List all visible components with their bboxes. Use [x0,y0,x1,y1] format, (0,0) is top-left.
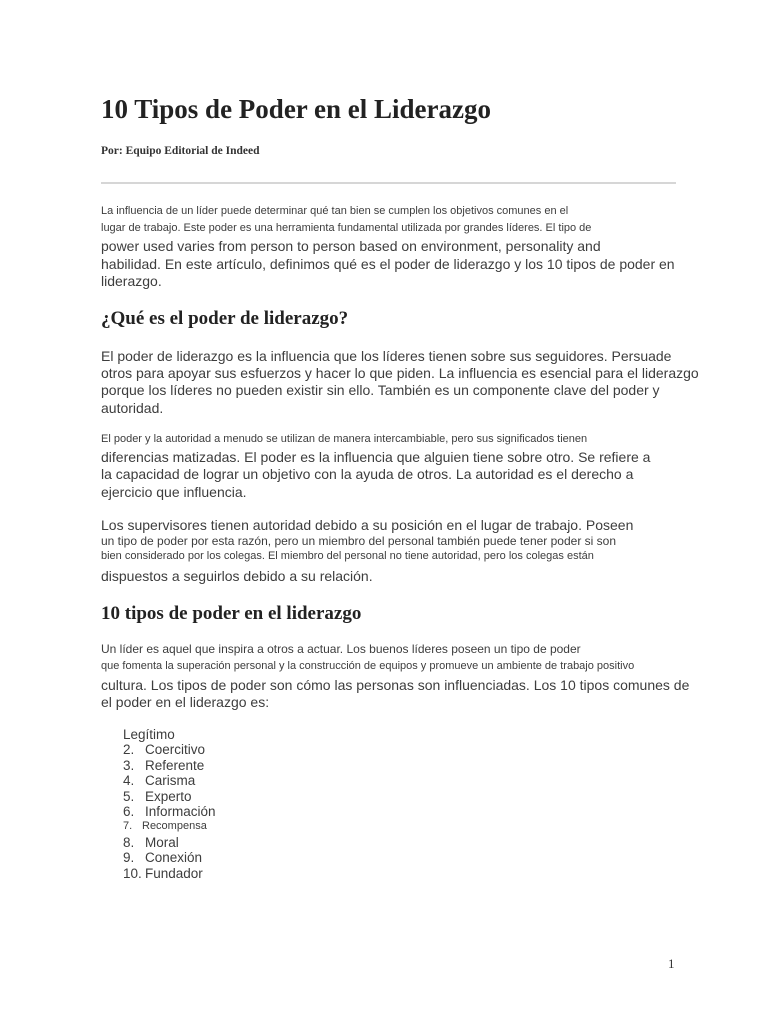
list-item: Legítimo [123,727,175,742]
list-item: 5. Experto [123,789,192,804]
byline: Por: Equipo Editorial de Indeed [101,145,260,157]
text-line: porque los líderes no pueden existir sin ello. También es un componente clave del poder y [101,382,660,398]
section-heading: ¿Qué es el poder de liderazgo? [101,308,349,329]
text-line: Un líder es aquel que inspira a otros a actuar. Los buenos líderes poseen un tipo de poder [101,642,581,656]
text-line: la capacidad de lograr un objetivo con la ayuda de otros. La autoridad es el derecho a [101,466,634,482]
divider [101,182,676,184]
list-item: 10. Fundador [123,866,203,881]
list-item: 3. Referente [123,758,205,773]
text-line: bien considerado por los colegas. El miembro del personal no tiene autoridad, pero los colegas están [101,550,594,562]
page-number: 1 [668,956,675,971]
text-line: diferencias matizadas. El poder es la influencia que alguien tiene sobre otro. Se refiere a [101,449,651,465]
list-item: 6. Información [123,804,216,819]
list-item: 2. Coercitivo [123,742,206,757]
text-line: El poder de liderazgo es la influencia que los líderes tienen sobre sus seguidores. Persuade [101,348,672,364]
text-line: autoridad. [101,400,164,416]
list-item: 9. Conexión [123,850,203,865]
text-line: habilidad. En este artículo, definimos qué es el poder de liderazgo y los 10 tipos de poder en [101,256,675,272]
text-line: La influencia de un líder puede determinar qué tan bien se cumplen los objetivos comunes en el [101,205,569,217]
text-line: liderazgo. [101,273,162,289]
text-line: cultura. Los tipos de poder son cómo las personas son influenciadas. Los 10 tipos comunes de [101,677,690,693]
text-line: el poder en el liderazgo es: [101,694,270,710]
text-line: un tipo de poder por esta razón, pero un miembro del personal también puede tener poder si son [101,534,616,548]
text-line: Los supervisores tienen autoridad debido a su posición en el lugar de trabajo. Poseen [101,517,634,533]
text-line: que fomenta la superación personal y la construcción de equipos y promueve un ambiente de trabajo positivo [101,660,635,672]
section-heading: 10 tipos de poder en el liderazgo [101,603,362,624]
document-title: 10 Tipos de Poder en el Liderazgo [101,94,492,124]
text-line: lugar de trabajo. Este poder es una herramienta fundamental utilizada por grandes líderes. El tipo de [101,222,592,234]
text-line: ejercicio que influencia. [101,484,247,500]
list-item: 8. Moral [123,835,179,850]
list-item: 7. Recompensa [123,820,207,832]
text-line: El poder y la autoridad a menudo se utilizan de manera intercambiable, pero sus significados tienen [101,433,588,445]
text-line: power used varies from person to person based on environment, personality and [101,238,601,254]
list-item: 4. Carisma [123,773,196,788]
text-line: otros para apoyar sus esfuerzos y hacer lo que piden. La influencia es esencial para el liderazgo [101,365,699,381]
text-line: dispuestos a seguirlos debido a su relación. [101,568,373,584]
